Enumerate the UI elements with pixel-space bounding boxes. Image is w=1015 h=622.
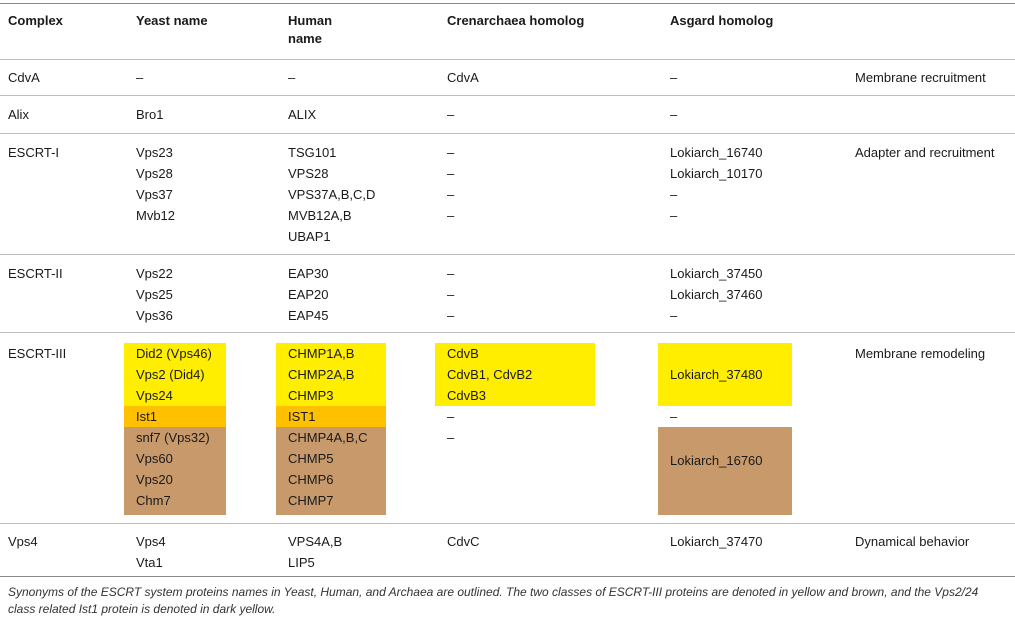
vps4-human-list [288, 531, 342, 573]
row-rule [0, 332, 1015, 333]
list-item: CHMP1A,B [288, 346, 355, 361]
list-item: TSG101 [288, 145, 337, 160]
escrt2-yeast-list [136, 263, 173, 326]
list-item: CdvB [447, 346, 479, 361]
row-cdva-asgard: – [670, 70, 678, 85]
list-item: CdvB1, CdvB2 [447, 367, 533, 382]
row-rule [0, 95, 1015, 96]
vps4-yeast-list [136, 531, 166, 573]
list-item: – [447, 287, 455, 302]
list-item: – [670, 308, 678, 323]
header-asgard: Asgard homolog [670, 13, 774, 28]
list-item: – [447, 145, 455, 160]
list-item: EAP30 [288, 266, 329, 281]
row-escrt3-function: Membrane remodeling [855, 346, 986, 361]
list-item: – [447, 430, 455, 445]
list-item: Did2 (Vps46) [136, 346, 212, 361]
list-item: Vps4 [136, 534, 166, 549]
list-item: snf7 (Vps32) [136, 430, 210, 445]
list-item: – [447, 409, 455, 424]
asgard-brown-label: Lokiarch_16760 [670, 453, 763, 468]
list-item: CHMP6 [288, 472, 334, 487]
list-item: – [447, 208, 455, 223]
list-item: Vta1 [136, 555, 163, 570]
list-item: LIP5 [288, 555, 315, 570]
row-alix-cren: – [447, 107, 455, 122]
header-rule [0, 59, 1015, 60]
row-alix-complex: Alix [8, 107, 29, 122]
list-item: Vps37 [136, 187, 173, 202]
list-item: CHMP7 [288, 493, 334, 508]
list-item: – [670, 187, 678, 202]
list-item: MVB12A,B [288, 208, 352, 223]
header-complex: Complex [8, 13, 63, 28]
row-rule [0, 133, 1015, 134]
list-item: EAP45 [288, 308, 329, 323]
list-item: Vps25 [136, 287, 173, 302]
row-escrt1-complex: ESCRT-I [8, 145, 60, 160]
row-cdva-yeast: – [136, 70, 144, 85]
list-item: Lokiarch_37450 [670, 266, 763, 281]
list-item: Lokiarch_16740 [670, 145, 763, 160]
row-rule [0, 254, 1015, 255]
list-item: IST1 [288, 409, 316, 424]
list-item: – [447, 308, 455, 323]
list-item: Vps22 [136, 266, 173, 281]
row-vps4-complex: Vps4 [8, 534, 38, 549]
list-item: Vps20 [136, 472, 173, 487]
list-item: – [447, 187, 455, 202]
list-item: Lokiarch_10170 [670, 166, 763, 181]
list-item: Vps23 [136, 145, 173, 160]
escrt1-human-list [288, 142, 375, 247]
header-crenarchaea: Crenarchaea homolog [447, 13, 585, 28]
row-cdva-human: – [288, 70, 296, 85]
list-item: Vps28 [136, 166, 173, 181]
list-item: – [447, 266, 455, 281]
list-item: – [670, 208, 678, 223]
table-caption: Synonyms of the ESCRT system proteins names in Yeast, Human, and Archaea are outlined. The two classes of ESCRT-III proteins are denoted in yellow and brown, and the Vps2/24 class related Ist1 protein is denoted in dark yellow. [8, 585, 979, 616]
row-cdva-complex: CdvA [8, 70, 40, 85]
escrt1-cren-list [447, 142, 454, 226]
list-item: Ist1 [136, 409, 157, 424]
list-item: VPS37A,B,C,D [288, 187, 376, 202]
escrt2-asgard-list [670, 263, 763, 326]
list-item: Vps60 [136, 451, 173, 466]
row-rule [0, 523, 1015, 524]
escrt3-human-list [288, 343, 367, 511]
list-item: EAP20 [288, 287, 329, 302]
list-item: CHMP5 [288, 451, 334, 466]
row-vps4-function: Dynamical behavior [855, 534, 970, 549]
escrt1-yeast-list [136, 142, 175, 226]
list-item: Mvb12 [136, 208, 176, 223]
escrt3-yeast-list [136, 343, 212, 511]
list-item: Vps2 (Did4) [136, 367, 205, 382]
row-escrt1-function: Adapter and recruitment [855, 145, 995, 160]
asgard-brown-block [658, 427, 792, 515]
escrt3-cren-list [447, 343, 532, 448]
escrt1-asgard-list [670, 142, 763, 226]
list-item: CHMP2A,B [288, 367, 355, 382]
escrt2-human-list [288, 263, 328, 326]
list-item: CHMP3 [288, 388, 334, 403]
row-vps4-asgard: Lokiarch_37470 [670, 534, 763, 549]
row-alix-yeast: Bro1 [136, 107, 164, 122]
asgard-dash: – [670, 409, 678, 424]
row-alix-human: ALIX [288, 107, 317, 122]
row-cdva-function: Membrane recruitment [855, 70, 986, 85]
list-item: VPS4A,B [288, 534, 343, 549]
row-escrt2-complex: ESCRT-II [8, 266, 63, 281]
list-item: Vps36 [136, 308, 173, 323]
table-top-rule [0, 3, 1015, 4]
list-item: – [447, 166, 455, 181]
header-human: Human name [288, 13, 333, 46]
header-yeast: Yeast name [136, 13, 208, 28]
list-item: CHMP4A,B,C [288, 430, 368, 445]
row-alix-asgard: – [670, 107, 678, 122]
list-item: Lokiarch_37460 [670, 287, 763, 302]
list-item: Chm7 [136, 493, 171, 508]
asgard-yellow-label: Lokiarch_37480 [670, 367, 763, 382]
table-bottom-rule [0, 576, 1015, 577]
list-item: CdvB3 [447, 388, 487, 403]
row-cdva-cren: CdvA [447, 70, 479, 85]
list-item: VPS28 [288, 166, 329, 181]
list-item: UBAP1 [288, 229, 331, 244]
escrt2-cren-list [447, 263, 454, 326]
row-vps4-cren: CdvC [447, 534, 480, 549]
list-item: Vps24 [136, 388, 173, 403]
row-escrt3-complex: ESCRT-III [8, 346, 67, 361]
